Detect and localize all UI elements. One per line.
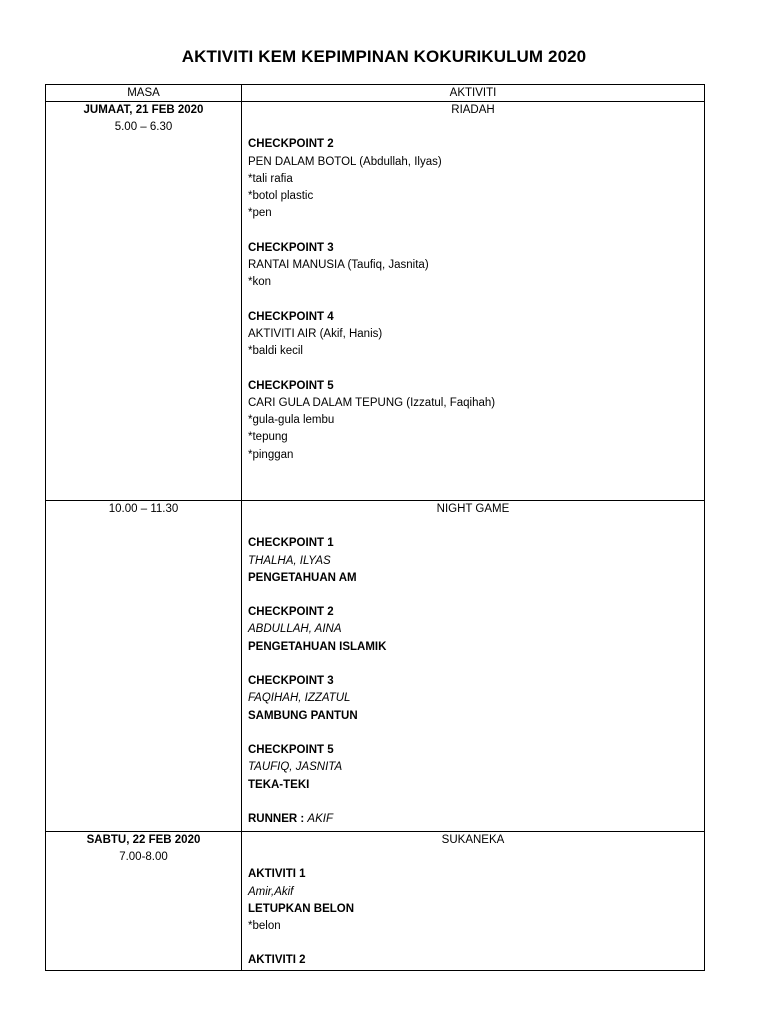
activity-block bbox=[248, 866, 698, 935]
runner-name: AKIF bbox=[307, 812, 333, 825]
header-aktiviti: AKTIVITI bbox=[242, 85, 705, 102]
checkpoint-title: CHECKPOINT 2 bbox=[248, 138, 334, 151]
aktiviti-cell bbox=[242, 832, 705, 971]
checkpoint-activity bbox=[248, 154, 698, 171]
checkpoint-title: CHECKPOINT 5 bbox=[248, 743, 334, 756]
checkpoint-block bbox=[248, 378, 698, 464]
table-header-row bbox=[46, 85, 705, 102]
header-masa: MASA bbox=[46, 85, 242, 102]
checkpoint-activity: PENGETAHUAN AM bbox=[248, 571, 357, 584]
checkpoint-block bbox=[248, 136, 698, 222]
equipment-item: *pen bbox=[248, 207, 272, 220]
checkpoint-title: CHECKPOINT 2 bbox=[248, 606, 334, 619]
activity-block bbox=[248, 952, 698, 969]
session-time: 5.00 – 6.30 bbox=[114, 121, 173, 134]
session-date: SABTU, 22 FEB 2020 bbox=[86, 834, 201, 846]
table-row bbox=[46, 501, 705, 832]
aktiviti-cell bbox=[242, 102, 705, 501]
equipment-item: *tepung bbox=[248, 431, 288, 444]
checkpoint-activity bbox=[248, 257, 698, 274]
equipment-item: *baldi kecil bbox=[248, 345, 303, 358]
checkpoint-block bbox=[248, 535, 698, 587]
checkpoint-block bbox=[248, 240, 698, 292]
activity-name: CARI GULA DALAM TEPUNG bbox=[248, 396, 404, 409]
table-row bbox=[46, 832, 705, 971]
activity-name: RANTAI MANUSIA bbox=[248, 259, 345, 272]
aktiviti-cell bbox=[242, 501, 705, 832]
checkpoint-activity: PENGETAHUAN ISLAMIK bbox=[248, 640, 387, 653]
activity-title: AKTIVITI 2 bbox=[248, 954, 306, 967]
checkpoint-title: CHECKPOINT 3 bbox=[248, 675, 334, 688]
table-row bbox=[46, 102, 705, 501]
masa-cell bbox=[46, 832, 242, 971]
checkpoint-persons: ABDULLAH, AINA bbox=[248, 623, 342, 636]
checkpoint-persons: THALHA, ILYAS bbox=[248, 554, 331, 567]
checkpoint-title: CHECKPOINT 1 bbox=[248, 537, 334, 550]
activity-heading: RIADAH bbox=[451, 104, 495, 116]
masa-cell bbox=[46, 102, 242, 501]
checkpoint-block bbox=[248, 742, 698, 794]
checkpoint-activity bbox=[248, 326, 698, 343]
session-date: JUMAAT, 21 FEB 2020 bbox=[83, 104, 204, 116]
checkpoint-block bbox=[248, 673, 698, 725]
schedule-table bbox=[45, 84, 705, 971]
checkpoint-title: CHECKPOINT 4 bbox=[248, 310, 334, 323]
runner-line bbox=[248, 811, 698, 828]
checkpoint-title: CHECKPOINT 5 bbox=[248, 379, 334, 392]
checkpoint-title: CHECKPOINT 3 bbox=[248, 241, 334, 254]
equipment-item: *botol plastic bbox=[248, 190, 314, 203]
checkpoint-block bbox=[248, 604, 698, 656]
session-time: 10.00 – 11.30 bbox=[108, 503, 179, 515]
activity-heading: NIGHT GAME bbox=[436, 503, 510, 515]
activity-heading: SUKANEKA bbox=[441, 834, 505, 846]
equipment-item: *kon bbox=[248, 276, 272, 289]
checkpoint-activity: SAMBUNG PANTUN bbox=[248, 709, 358, 722]
activity-persons: (Taufiq, Jasnita) bbox=[344, 259, 429, 272]
session-time: 7.00-8.00 bbox=[119, 851, 168, 864]
activity-persons: Amir,Akif bbox=[248, 885, 294, 898]
activity-persons: (Akif, Hanis) bbox=[316, 327, 383, 340]
activity-persons: (Izzatul, Faqihah) bbox=[403, 396, 496, 409]
activity-name: LETUPKAN BELON bbox=[248, 902, 355, 915]
activity-title: AKTIVITI 1 bbox=[248, 868, 306, 881]
equipment-item: *gula-gula lembu bbox=[248, 414, 335, 427]
activity-persons: (Abdullah, Ilyas) bbox=[356, 155, 442, 168]
checkpoint-block bbox=[248, 309, 698, 361]
checkpoint-activity: TEKA-TEKI bbox=[248, 778, 310, 791]
activity-name: PEN DALAM BOTOL bbox=[248, 155, 357, 168]
equipment-item: *tali rafia bbox=[248, 172, 293, 185]
masa-cell bbox=[46, 501, 242, 832]
document-title: AKTIVITI KEM KEPIMPINAN KOKURIKULUM 2020 bbox=[181, 47, 587, 66]
equipment-item: *pinggan bbox=[248, 448, 294, 461]
equipment-item: *belon bbox=[248, 920, 281, 933]
checkpoint-persons: TAUFIQ, JASNITA bbox=[248, 761, 343, 774]
activity-name: AKTIVITI AIR bbox=[248, 327, 317, 340]
checkpoint-activity bbox=[248, 395, 698, 412]
checkpoint-persons: FAQIHAH, IZZATUL bbox=[248, 692, 351, 705]
runner-label: RUNNER : bbox=[248, 812, 308, 825]
